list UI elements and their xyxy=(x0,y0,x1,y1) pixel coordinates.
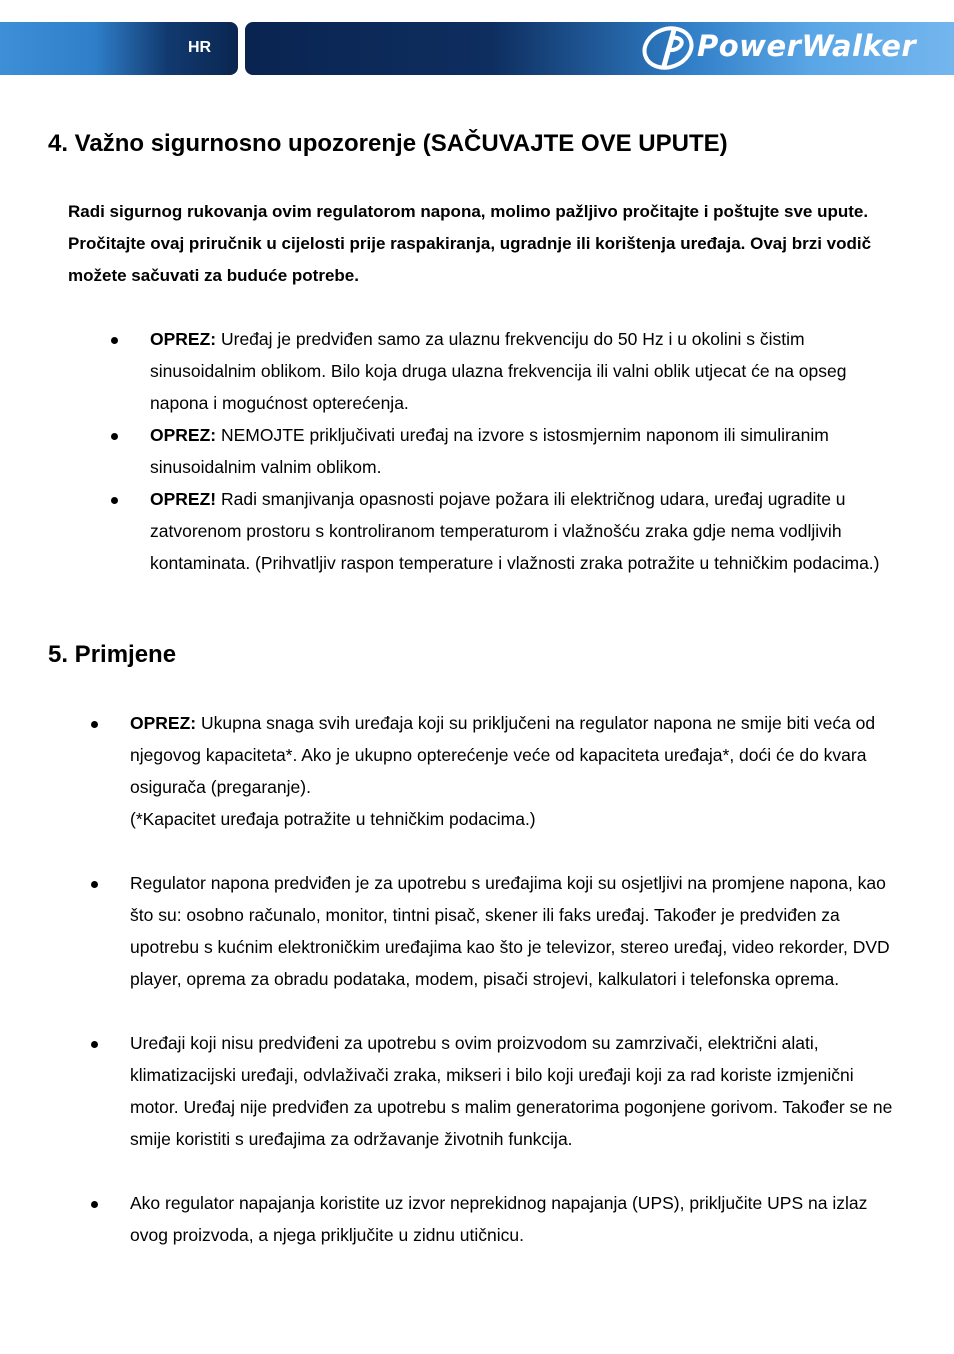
list-item xyxy=(150,419,895,483)
section-4-title: 4. Važno sigurnosno upozorenje (SAČUVAJTE OVE UPUTE) xyxy=(48,130,728,157)
item-text: Ukupna snaga svih uređaja koji su priključeni na regulator napona ne smije biti veća od njegovog kapaciteta*. Ako je ukupno opterećenje veće od kapaciteta uređaja*, doći će do kvara osigurača (pregaranje). xyxy=(130,713,876,797)
item-text: Radi smanjivanja opasnosti pojave požara ili električnog udara, uređaj ugradite u zatvorenom prostoru s kontroliranom temperaturom i vlažnošću zraka gdje nema vodljivih kontaminata. (Prihvatljiv raspon temperature i vlažnosti zraka potražite u tehničkim podacima.) xyxy=(150,489,880,573)
item-text: Ako regulator napajanja koristite uz izvor neprekidnog napajanja (UPS), priključite UPS na izlaz ovog proizvoda, a njega priključite u zidnu utičnicu. xyxy=(130,1193,868,1245)
bullet-icon xyxy=(111,497,118,504)
bullet-icon xyxy=(91,881,98,888)
bullet-icon xyxy=(111,433,118,440)
section-5-title: 5. Primjene xyxy=(48,641,177,668)
bullet-icon xyxy=(91,721,98,728)
powerwalker-logo xyxy=(640,24,945,72)
brand-name: PowerWalker xyxy=(697,29,917,63)
logo-mark-icon xyxy=(640,24,700,72)
section-5-list xyxy=(130,707,895,1283)
item-text: NEMOJTE priključivati uređaj na izvore s istosmjernim naponom ili simuliranim sinusoidalnim valnim oblikom. xyxy=(150,425,829,477)
bullet-icon xyxy=(111,337,118,344)
header-language-tab xyxy=(0,22,238,75)
item-label: OPREZ: xyxy=(130,713,197,733)
list-item xyxy=(150,323,895,419)
section-4-intro: Radi sigurnog rukovanja ovim regulatorom napona, molimo pažljivo pročitajte i poštujte sve upute. Pročitajte ovaj priručnik u cijelosti prije raspakiranja, ugradnje ili korištenja uređaja. Ovaj brzi vodič možete sačuvati za buduće potrebe. xyxy=(68,202,872,285)
item-label: OPREZ! xyxy=(150,489,217,509)
item-text: Regulator napona predviđen je za upotrebu s uređajima koji su osjetljivi na promjene napona, kao što su: osobno računalo, monitor, tintni pisač, skener ili faks uređaj. Također je predviđen za upotrebu s kućnim elektroničkim uređajima kao što je televizor, stereo uređaj, video rekorder, DVD player, oprema za obradu podataka, modem, pisači strojevi, kalkulatori i telefonska oprema. xyxy=(130,873,890,989)
list-item xyxy=(130,707,895,835)
item-label: OPREZ: xyxy=(150,425,217,445)
item-text: Uređaji koji nisu predviđeni za upotrebu s ovim proizvodom su zamrzivači, električni alati, klimatizacijski uređaji, odvlaživači zraka, mikseri i bilo koji uređaji koji za rad koriste izmjenični motor. Uređaj nije predviđen za upotrebu s malim generatorima pogonjene gorivom. Također se ne smije koristiti s uređajima za održavanje životnih funkcija. xyxy=(130,1033,893,1149)
item-note: (*Kapacitet uređaja potražite u tehničkim podacima.) xyxy=(130,809,536,829)
section-4-list xyxy=(150,323,895,579)
list-item xyxy=(130,1187,895,1251)
item-label: OPREZ: xyxy=(150,329,217,349)
item-text: Uređaj je predviđen samo za ulaznu frekvenciju do 50 Hz i u okolini s čistim sinusoidalnim oblikom. Bilo koja druga ulazna frekvencija ili valni oblik utjecat će na opseg napona i mogućnost opterećenja. xyxy=(150,329,847,413)
list-item xyxy=(130,867,895,995)
list-item xyxy=(130,1027,895,1155)
list-item xyxy=(150,483,895,579)
bullet-icon xyxy=(91,1041,98,1048)
bullet-icon xyxy=(91,1201,98,1208)
language-code: HR xyxy=(188,39,212,56)
